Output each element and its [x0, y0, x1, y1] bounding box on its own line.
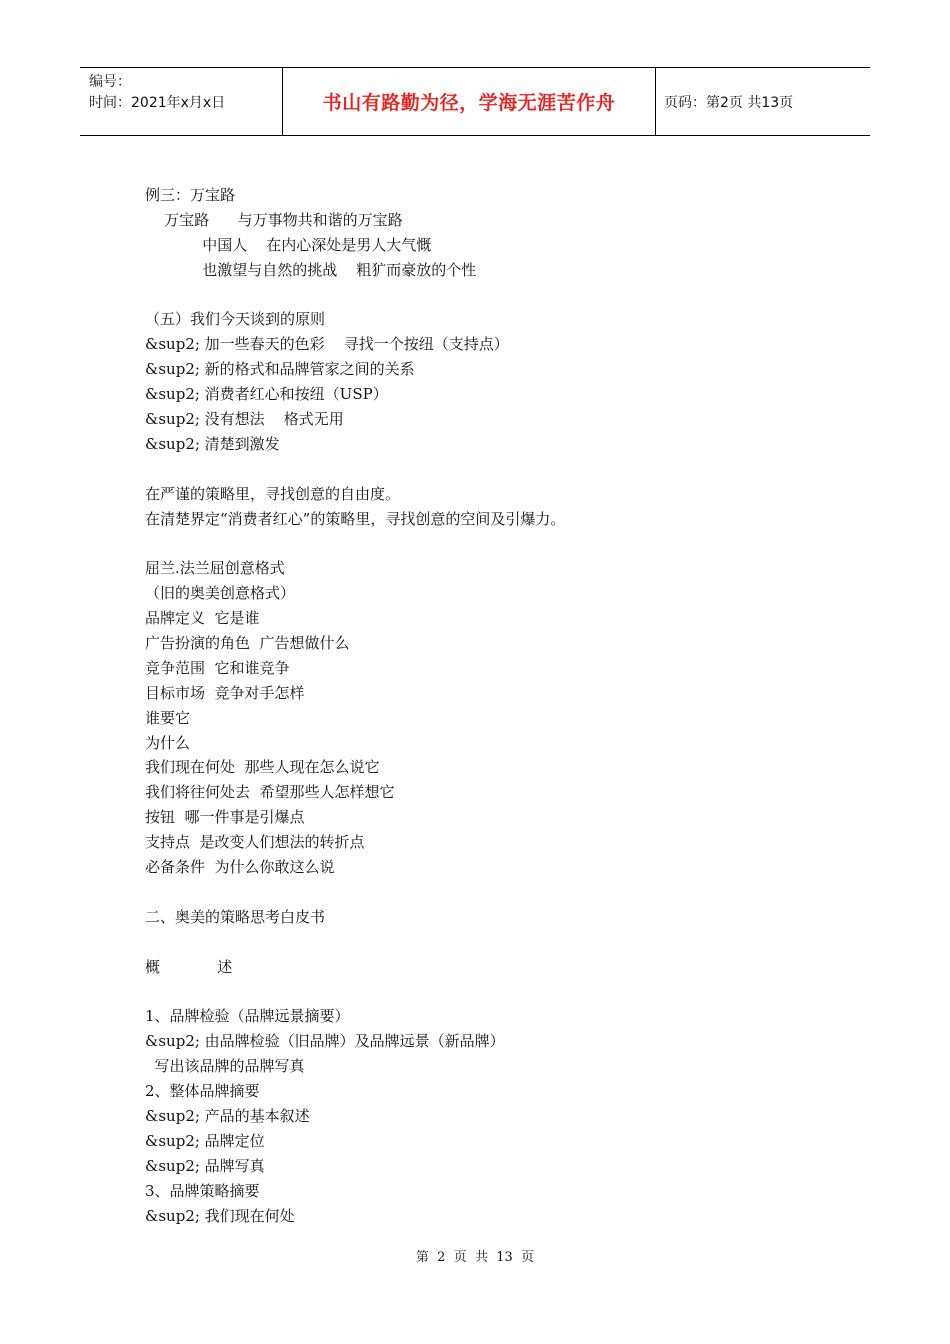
body-line: &sup2; 加一些春天的色彩 寻找一个按纽（支持点） [145, 335, 509, 354]
body-line: &sup2; 清楚到激发 [145, 434, 280, 453]
body-line: 写出该品牌的品牌写真 [145, 1057, 305, 1076]
page-header [80, 67, 870, 136]
body-line: （五）我们今天谈到的原则 [145, 310, 326, 329]
body-line: 支持点 是改变人们想法的转折点 [145, 833, 365, 852]
body-line: 谁要它 [145, 708, 191, 727]
body-line: （旧的奥美创意格式） [145, 584, 296, 603]
doc-time-label: 时间：2021年x月x日 [89, 95, 226, 111]
doc-number-label: 编号： [89, 74, 131, 90]
header-motto-cell [282, 68, 656, 135]
body-line: 目标市场 竞争对手怎样 [145, 683, 305, 702]
body-line: 中国人 在内心深处是男人大气慨 [145, 235, 432, 254]
body-line: 为什么 [145, 733, 191, 752]
body-line: 在清楚界定“消费者红心”的策略里，寻找创意的空间及引爆力。 [145, 509, 566, 528]
body-line: 3、品牌策略摘要 [145, 1181, 260, 1200]
document-body [145, 183, 845, 1228]
body-line: &sup2; 消费者红心和按纽（USP） [145, 385, 388, 404]
page-footer: 第 2 页 共 13 页 [415, 1250, 535, 1265]
body-line: 按钮 哪一件事是引爆点 [145, 808, 305, 827]
body-line: &sup2; 由品牌检验（旧品牌）及品牌远景（新品牌） [145, 1032, 505, 1051]
body-line: &sup2; 没有想法 格式无用 [145, 410, 344, 429]
body-line: 二、奥美的策略思考白皮书 [145, 907, 326, 926]
body-line: 竞争范围 它和谁竞争 [145, 658, 290, 677]
body-line: 也激望与自然的挑战 粗犷而豪放的个性 [145, 260, 477, 279]
body-line: &sup2; 我们现在何处 [145, 1206, 295, 1225]
body-line: 概 述 [145, 957, 233, 976]
body-line: 广告扮演的角色 广告想做什么 [145, 634, 350, 653]
body-line: 1、品牌检验（品牌远景摘要） [145, 1007, 350, 1026]
body-line [145, 930, 845, 955]
body-line [145, 880, 845, 905]
body-line: 在严谨的策略里，寻找创意的自由度。 [145, 484, 401, 503]
body-line: 例三：万宝路 [145, 186, 236, 204]
body-line: &sup2; 新的格式和品牌管家之间的关系 [145, 360, 415, 379]
body-line [145, 283, 845, 308]
body-line: &sup2; 产品的基本叙述 [145, 1106, 310, 1125]
body-line: &sup2; 品牌写真 [145, 1156, 265, 1175]
body-line [145, 980, 845, 1005]
header-page-cell [656, 68, 870, 135]
body-line: 万宝路 与万事物共和谐的万宝路 [145, 210, 403, 229]
body-line: 2、整体品牌摘要 [145, 1082, 260, 1101]
body-line: 我们将往何处去 希望那些人怎样想它 [145, 783, 395, 802]
header-page-label: 页码：第2页 共13页 [664, 94, 794, 111]
header-motto: 书山有路勤为径，学海无涯苦作舟 [322, 92, 616, 114]
body-line: 品牌定义 它是谁 [145, 609, 260, 628]
body-line: 我们现在何处 那些人现在怎么说它 [145, 758, 380, 777]
body-line [145, 531, 845, 556]
body-line: 必备条件 为什么你敢这么说 [145, 858, 335, 877]
header-meta [80, 68, 282, 135]
body-line: 屈兰.法兰屈创意格式 [145, 559, 285, 578]
body-line [145, 457, 845, 482]
body-line: &sup2; 品牌定位 [145, 1131, 265, 1150]
